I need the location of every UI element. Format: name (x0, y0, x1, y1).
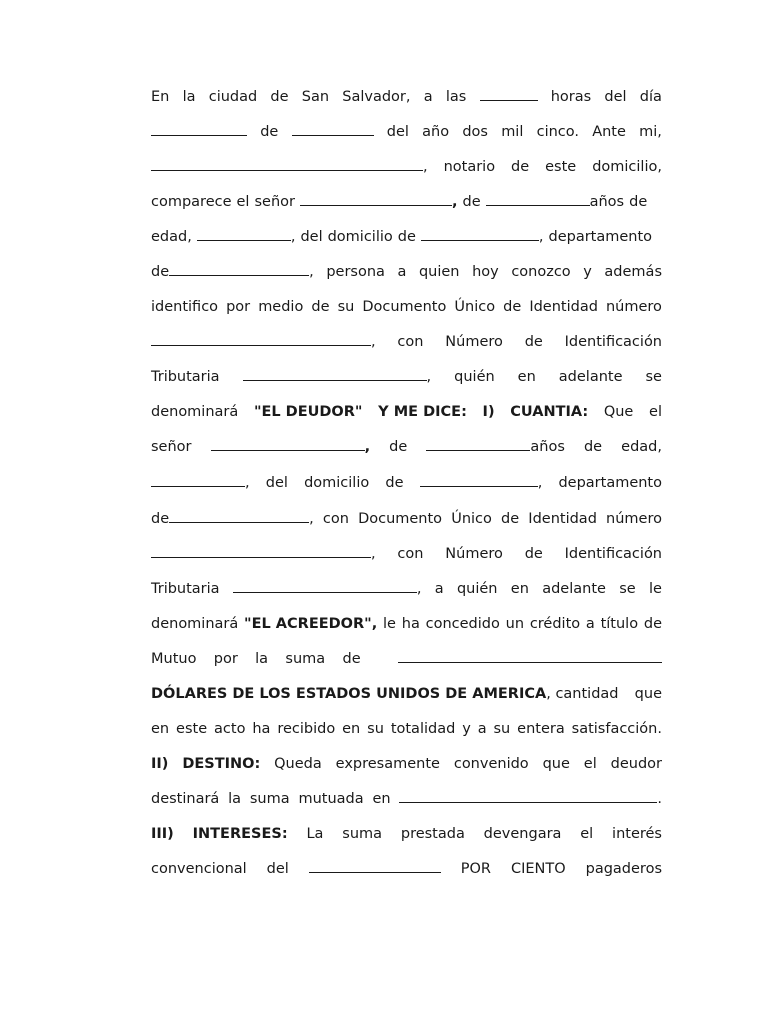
word: CIENTO (510, 861, 566, 877)
word: adelante (542, 581, 606, 597)
word: horas (550, 89, 592, 105)
word: a (423, 89, 433, 105)
blank-line (243, 366, 427, 381)
word: día (639, 89, 662, 105)
blank-line (151, 121, 247, 136)
word: Identidad (528, 511, 597, 527)
blank-line (151, 543, 371, 558)
word: persona (326, 264, 385, 280)
word: En (151, 89, 170, 105)
word: a (585, 616, 595, 632)
text-line (151, 366, 662, 388)
blank-line (197, 226, 291, 241)
word: hoy (472, 264, 499, 280)
word: acto (214, 721, 246, 737)
word: Documento (362, 299, 447, 315)
word: satisfacción. (571, 721, 662, 737)
word: , (245, 475, 250, 491)
word: número (605, 299, 662, 315)
blank-line (399, 788, 657, 803)
word: a (397, 264, 407, 280)
word: DÓLARES DE LOS ESTADOS UNIDOS DE AMERICA (151, 686, 547, 702)
word: , (426, 369, 432, 385)
text-line (151, 858, 662, 880)
word: Mutuo (151, 651, 197, 667)
blank-line (169, 508, 309, 523)
word: Identificación (564, 334, 662, 350)
word: de (260, 124, 279, 140)
word: denominará (151, 404, 239, 420)
word: Que (603, 404, 634, 420)
word: Identidad (529, 299, 598, 315)
text-line (151, 331, 662, 353)
word: , (309, 264, 314, 280)
word: , (371, 546, 376, 562)
word: de (524, 546, 543, 562)
word: dos (462, 124, 488, 140)
word: edad, (151, 229, 192, 245)
word: en (342, 721, 361, 737)
word: interés (612, 826, 662, 842)
word: le (649, 581, 662, 597)
word: de (503, 299, 522, 315)
text-line (151, 648, 662, 670)
word: deudor (610, 756, 662, 772)
word: La (306, 826, 324, 842)
word: la (182, 89, 196, 105)
word: denominará (151, 616, 239, 632)
word: quien (418, 264, 460, 280)
word: su (337, 299, 355, 315)
word: señor (151, 439, 192, 455)
word: de (389, 439, 408, 455)
word: de (342, 651, 361, 667)
blank-line (421, 226, 539, 241)
text-line (151, 226, 662, 248)
text-line (151, 261, 662, 283)
word: de (397, 229, 416, 245)
text-line (151, 436, 662, 458)
word: I) (482, 404, 495, 420)
word: ha (252, 721, 271, 737)
word: de (385, 475, 404, 491)
word: , cantidad (546, 686, 619, 702)
word: domicilio, (592, 159, 662, 175)
word: INTERESES: (192, 826, 288, 842)
word: ha (401, 616, 420, 632)
word: San (301, 89, 330, 105)
word: quién (456, 581, 498, 597)
word: además (604, 264, 662, 280)
word: , (364, 439, 371, 455)
blank-line (169, 261, 309, 276)
word: el (649, 404, 662, 420)
blank-line (480, 86, 538, 101)
word: un (505, 616, 525, 632)
text-line (151, 753, 662, 775)
word: notario (443, 159, 496, 175)
word: recibido (277, 721, 336, 737)
word: y (462, 721, 471, 737)
word: las (445, 89, 467, 105)
blank-line (486, 191, 590, 206)
word: año (422, 124, 450, 140)
word: de (524, 334, 543, 350)
word: en (517, 369, 536, 385)
word: el (583, 756, 597, 772)
text-line (151, 543, 662, 565)
text-line (151, 86, 662, 108)
word: , (451, 194, 458, 210)
word: de (462, 194, 481, 210)
word: , (309, 511, 314, 527)
word: Tributaria (151, 581, 220, 597)
word: en (510, 581, 529, 597)
word: "EL DEUDOR" (253, 404, 363, 420)
word: adelante (558, 369, 623, 385)
word: el (236, 194, 250, 210)
text-line (151, 718, 662, 740)
word: con (397, 334, 424, 350)
word: quién (454, 369, 495, 385)
word: de (643, 616, 662, 632)
blank-line (233, 578, 417, 593)
word: , (371, 334, 376, 350)
text-line (151, 191, 662, 213)
word: medio (258, 299, 304, 315)
word: Número (445, 546, 503, 562)
word: con (397, 546, 424, 562)
word: suma (249, 791, 290, 807)
word: Identificación (564, 546, 662, 562)
word: la (255, 651, 269, 667)
word: el (580, 826, 594, 842)
word: que (634, 686, 662, 702)
word: , (538, 229, 544, 245)
word: edad, (621, 439, 662, 455)
word: número (606, 511, 662, 527)
word: prestada (400, 826, 465, 842)
word: años (530, 439, 565, 455)
word: a (434, 581, 444, 597)
word: la (228, 791, 242, 807)
word: señor (254, 194, 295, 210)
word: pagaderos (585, 861, 662, 877)
word: CUANTIA: (510, 404, 589, 420)
word: POR (460, 861, 491, 877)
word: de (151, 264, 170, 280)
word: por (226, 299, 251, 315)
word: Único (451, 511, 492, 527)
text-line (151, 823, 662, 845)
word: del (266, 861, 289, 877)
word: de (151, 511, 170, 527)
text-line (151, 156, 662, 178)
blank-line (211, 436, 365, 451)
word: convencional (151, 861, 247, 877)
word: DESTINO: (182, 756, 261, 772)
word: Único (454, 299, 496, 315)
word: departamento (558, 475, 662, 491)
word: mil (501, 124, 524, 140)
blank-line (420, 472, 538, 487)
word: de (511, 159, 530, 175)
word: , (416, 581, 422, 597)
word: este (545, 159, 577, 175)
text-line (151, 578, 662, 600)
word: ciudad (208, 89, 258, 105)
text-line (151, 683, 662, 705)
word: II) (151, 756, 169, 772)
blank-line (292, 121, 374, 136)
word: Número (445, 334, 503, 350)
word: de (629, 194, 648, 210)
word: conozco (511, 264, 571, 280)
text-line (151, 401, 662, 423)
word: del (386, 124, 409, 140)
blank-line (426, 436, 530, 451)
text-line (151, 121, 662, 143)
word: Ante (592, 124, 626, 140)
text-line (151, 472, 662, 494)
blank-line (309, 858, 441, 873)
blank-line (300, 191, 452, 206)
word: entera (517, 721, 565, 737)
word: le (383, 616, 396, 632)
blank-line (398, 648, 662, 663)
word: por (213, 651, 238, 667)
blank-line (151, 331, 371, 346)
word: Queda (274, 756, 322, 772)
word: , (537, 475, 543, 491)
word: del (265, 475, 288, 491)
word: su (367, 721, 384, 737)
word: cinco. (536, 124, 579, 140)
word: con (322, 511, 349, 527)
text-line (151, 296, 662, 318)
word: , (290, 229, 296, 245)
word: del (604, 89, 627, 105)
word: Tributaria (151, 369, 220, 385)
word: en (151, 721, 170, 737)
word: de (270, 89, 289, 105)
word: totalidad (390, 721, 456, 737)
text-line (151, 508, 662, 530)
word: convenido (453, 756, 529, 772)
word: devengara (483, 826, 562, 842)
word: suma (342, 826, 383, 842)
word: su (493, 721, 511, 737)
word: y (583, 264, 592, 280)
word: del (300, 229, 323, 245)
blank-line (151, 156, 423, 171)
word: crédito (529, 616, 581, 632)
blank-line (151, 472, 245, 487)
word: de (311, 299, 330, 315)
word: . (657, 791, 662, 807)
word: domicilio (327, 229, 393, 245)
word: en (372, 791, 391, 807)
word: comparece (151, 194, 232, 210)
word: Y ME DICE: (378, 404, 467, 420)
word: se (619, 581, 636, 597)
word: Salvador, (342, 89, 411, 105)
word: III) (151, 826, 174, 842)
text-line (151, 613, 662, 635)
word: suma (285, 651, 326, 667)
text-line (151, 788, 662, 810)
word: , (423, 159, 428, 175)
word: de (583, 439, 603, 455)
word: de (501, 511, 520, 527)
word: título (600, 616, 639, 632)
word: este (176, 721, 208, 737)
word: mutuada (298, 791, 364, 807)
word: que (542, 756, 570, 772)
word: domicilio (304, 475, 370, 491)
word: expresamente (335, 756, 440, 772)
word: años (589, 194, 625, 210)
word: identifico (151, 299, 219, 315)
word: se (645, 369, 662, 385)
word: concedido (425, 616, 500, 632)
word: destinará (151, 791, 220, 807)
word: departamento (548, 229, 653, 245)
word: mi, (639, 124, 662, 140)
word: a (477, 721, 487, 737)
word: Documento (358, 511, 443, 527)
word: "EL ACREEDOR", (244, 616, 378, 632)
